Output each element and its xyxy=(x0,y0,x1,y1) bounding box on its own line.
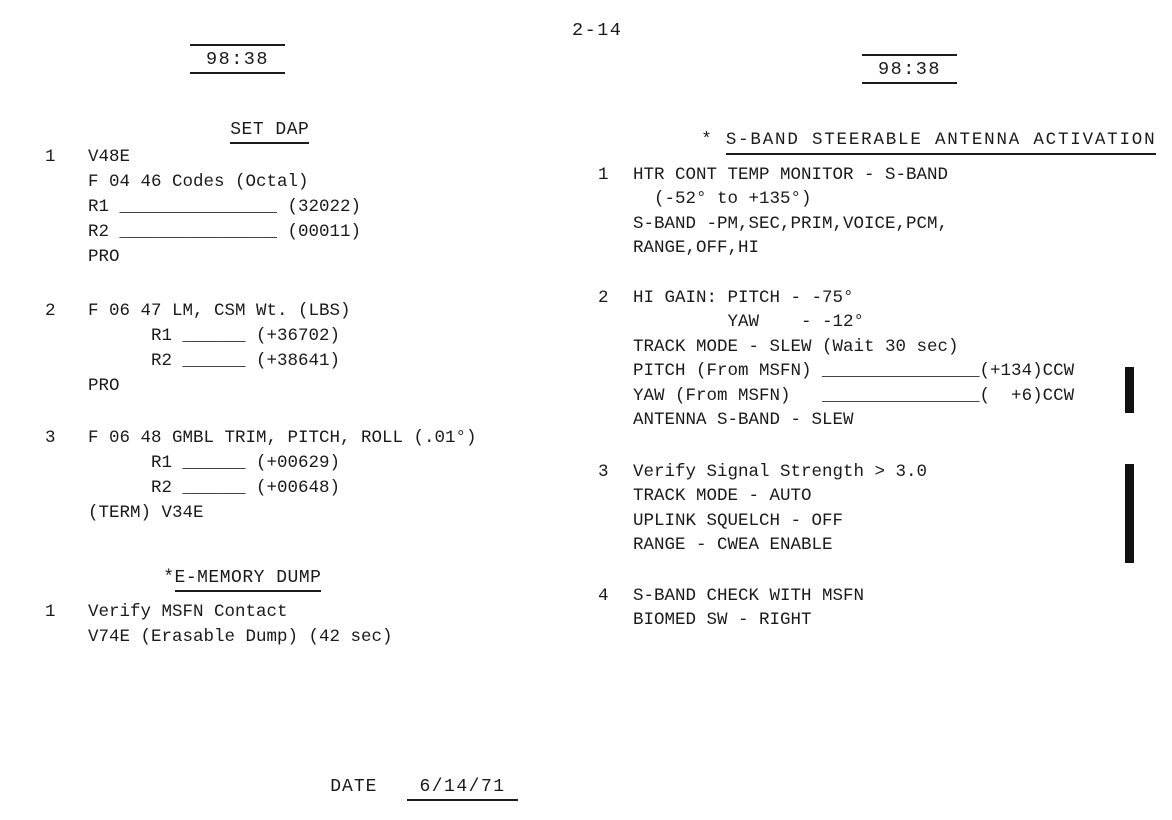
section-title-asterisk: * xyxy=(163,568,175,588)
step-number: 2 xyxy=(45,301,56,321)
step-e-memory-dump-1 xyxy=(45,600,393,650)
date-line xyxy=(283,757,518,820)
step-number: 1 xyxy=(598,165,609,185)
time-stamp-left-wrap xyxy=(190,44,285,74)
date-value: 6/14/71 xyxy=(407,777,517,801)
step-number: 3 xyxy=(598,462,609,482)
change-bar xyxy=(1125,367,1134,413)
step-number: 2 xyxy=(598,288,609,308)
step-number: 3 xyxy=(45,428,56,448)
step-set-dap-2 xyxy=(45,299,351,399)
section-title-e-memory-dump xyxy=(118,548,321,608)
section-title-e-memory-dump-text: E-MEMORY DUMP xyxy=(175,568,322,592)
step-s-band-2 xyxy=(598,286,1074,432)
step-lines: HTR CONT TEMP MONITOR - S-BAND (-52° to +135°) S-BAND -PM,SEC,PRIM,VOICE,PCM, RANGE,OFF,HI xyxy=(633,165,949,259)
step-number: 4 xyxy=(598,586,609,606)
step-s-band-1 xyxy=(598,163,948,261)
step-set-dap-1 xyxy=(45,145,361,270)
step-s-band-4 xyxy=(598,584,864,633)
page-number: 2-14 xyxy=(572,20,623,41)
step-lines: HI GAIN: PITCH - -75° YAW - -12° TRACK MODE - SLEW (Wait 30 sec) PITCH (From MSFN) _______________(+134)CCW YAW (From MSFN) _______________( +6)CCW ANTENNA S-BAND - SLEW xyxy=(633,288,1075,431)
time-stamp-right: 98:38 xyxy=(862,54,957,84)
date-label: DATE xyxy=(330,777,378,797)
step-lines: Verify MSFN Contact V74E (Erasable Dump) (42 sec) xyxy=(88,602,393,647)
section-title-s-band-text: S-BAND STEERABLE ANTENNA ACTIVATION xyxy=(726,130,1157,155)
step-lines: F 06 47 LM, CSM Wt. (LBS) R1 ______ (+36702) R2 ______ (+38641) PRO xyxy=(88,301,351,396)
step-set-dap-3 xyxy=(45,426,477,526)
step-lines: V48E F 04 46 Codes (Octal) R1 _______________ (32022) R2 _______________ (00011) PRO xyxy=(88,147,362,267)
step-lines: S-BAND CHECK WITH MSFN BIOMED SW - RIGHT xyxy=(633,586,865,631)
change-bar xyxy=(1125,464,1134,563)
step-s-band-3 xyxy=(598,460,927,558)
step-number: 1 xyxy=(45,147,56,167)
step-lines: Verify Signal Strength > 3.0 TRACK MODE - AUTO UPLINK SQUELCH - OFF RANGE - CWEA ENABLE xyxy=(633,462,928,556)
step-lines: F 06 48 GMBL TRIM, PITCH, ROLL (.01°) R1 ______ (+00629) R2 ______ (+00648) (TERM) V34E xyxy=(88,428,477,523)
section-title-asterisk: * xyxy=(701,130,726,150)
step-number: 1 xyxy=(45,602,56,622)
section-title-set-dap-text: SET DAP xyxy=(230,120,309,144)
time-stamp-left: 98:38 xyxy=(190,44,285,74)
section-title-s-band xyxy=(652,110,1156,170)
time-stamp-right-wrap xyxy=(862,54,957,84)
